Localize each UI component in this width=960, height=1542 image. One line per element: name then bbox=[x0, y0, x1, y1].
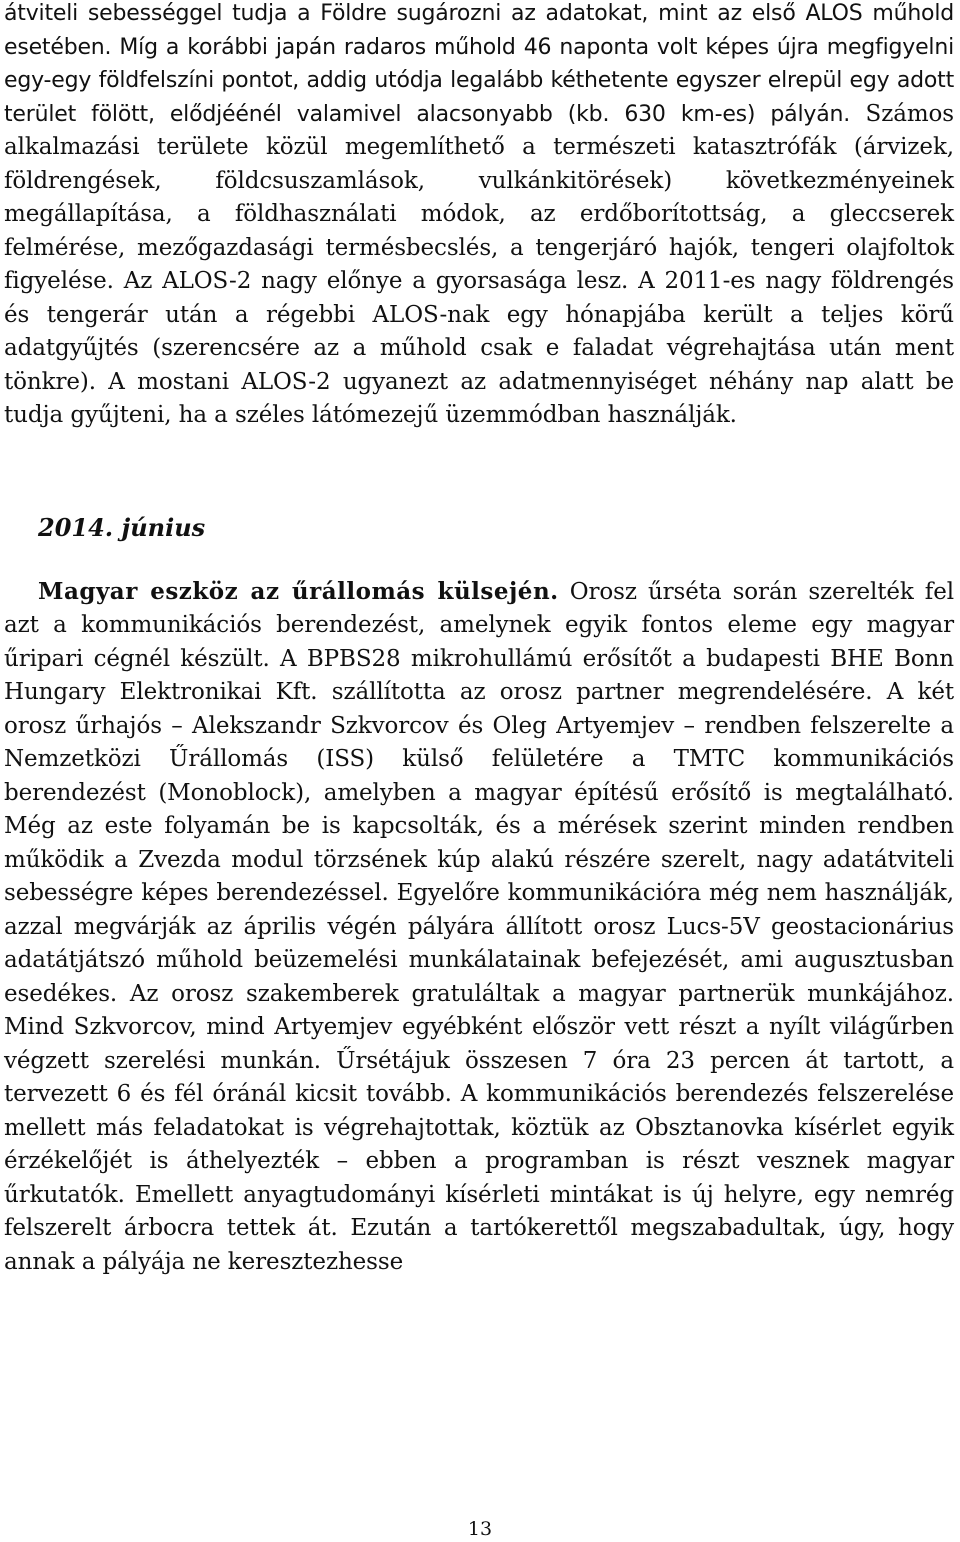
document-page bbox=[4, 0, 954, 1279]
intro-sans-text: átviteli sebességgel tudja a Földre sugározni az adatokat, mint az első ALOS műhold esetében. Míg a korábbi japán radaros műhold 46 naponta volt képes újra megfigyelni egy-egy földfelszíni pontot, addig utódja legalább kéthetente egyszer elrepül egy adott terület fölött, elődjéénél valamivel alacsonyabb (kb. 630 km-es) pályán. bbox=[4, 1, 954, 127]
article-paragraph bbox=[4, 575, 954, 1280]
article-title: Magyar eszköz az űrállomás külsején. bbox=[38, 577, 559, 605]
date-heading: 2014. június bbox=[38, 512, 206, 542]
page-number: 13 bbox=[467, 1518, 493, 1540]
article-body: Orosz űrséta során szerelték fel azt a kommunikációs berendezést, amelynek egyik fontos eleme egy magyar űripari cégnél készült. A BPBS28 mikrohullámú erősítőt a budapesti BHE Bonn Hungary Elektronikai Kft. szállította az orosz partner megrendelésére. A két orosz űrhajós – Alekszandr Szkvorcov és Oleg Artyemjev – rendben felszerelte a Nemzetközi Űrállomás (ISS) külső felületére a TMTC kommunikációs berendezést (Monoblock), amelyben a magyar építésű erősítő is megtalálható. Még az este folyamán be is kapcsolták, és a mérések szerint minden rendben működik a Zvezda modul törzsének kúp alakú részére szerelt, nagy adatátviteli sebességre képes berendezéssel. Egyelőre kommunikációra még nem használják, azzal megvárják az április végén pályára állított orosz Lucs-5V geostacionárius adatátjátszó műhold beüzemelési munkálatainak befejezését, ami augusztusban esedékes. Az orosz szakemberek gratuláltak a magyar partnerük munkájához. Mind Szkvorcov, mind Artyemjev egyébként először vett részt a nyílt világűrben végzett szerelési munkán. Űrsétájuk összesen 7 óra 23 percen át tartott, a tervezett 6 és fél óránál kicsit tovább. A kommunikációs berendezés felszerelése mellett más feladatokat is végrehajtottak, köztük az Obsztanovka kísérlet egyik érzékelőjét is áthelyezték – ebben a programban is részt vesznek magyar űrkutatók. Emellett anyagtudományi kísérleti mintákat is új helyre, egy nemrég felszerelt árbocra tettek át. Ezután a tartókerettől megszabadultak, úgy, hogy annak a pályája ne keresztezhesse bbox=[4, 578, 954, 1275]
intro-paragraph bbox=[4, 0, 954, 433]
intro-serif-text: Számos alkalmazási területe közül megemlíthető a természeti katasztrófák (árvizek, földrengések, földcsuszamlások, vulkánkitörések) következményeinek megállapítása, a földhasználati módok, az erdőborítottság, a gleccserek felmérése, mezőgazdasági termésbecslés, a tengerjáró hajók, tengeri olajfoltok figyelése. Az ALOS-2 nagy előnye a gyorsasága lesz. A 2011-es nagy földrengés és tengerár után a régebbi ALOS-nak egy hónapjába került a teljes körű adatgyűjtés (szerencsére az a műhold csak e faladat végrehajtása után ment tönkre). A mostani ALOS-2 ugyanezt az adatmennyiséget néhány nap alatt be tudja gyűjteni, ha a széles látómezejű üzemmódban használják. bbox=[4, 100, 954, 428]
